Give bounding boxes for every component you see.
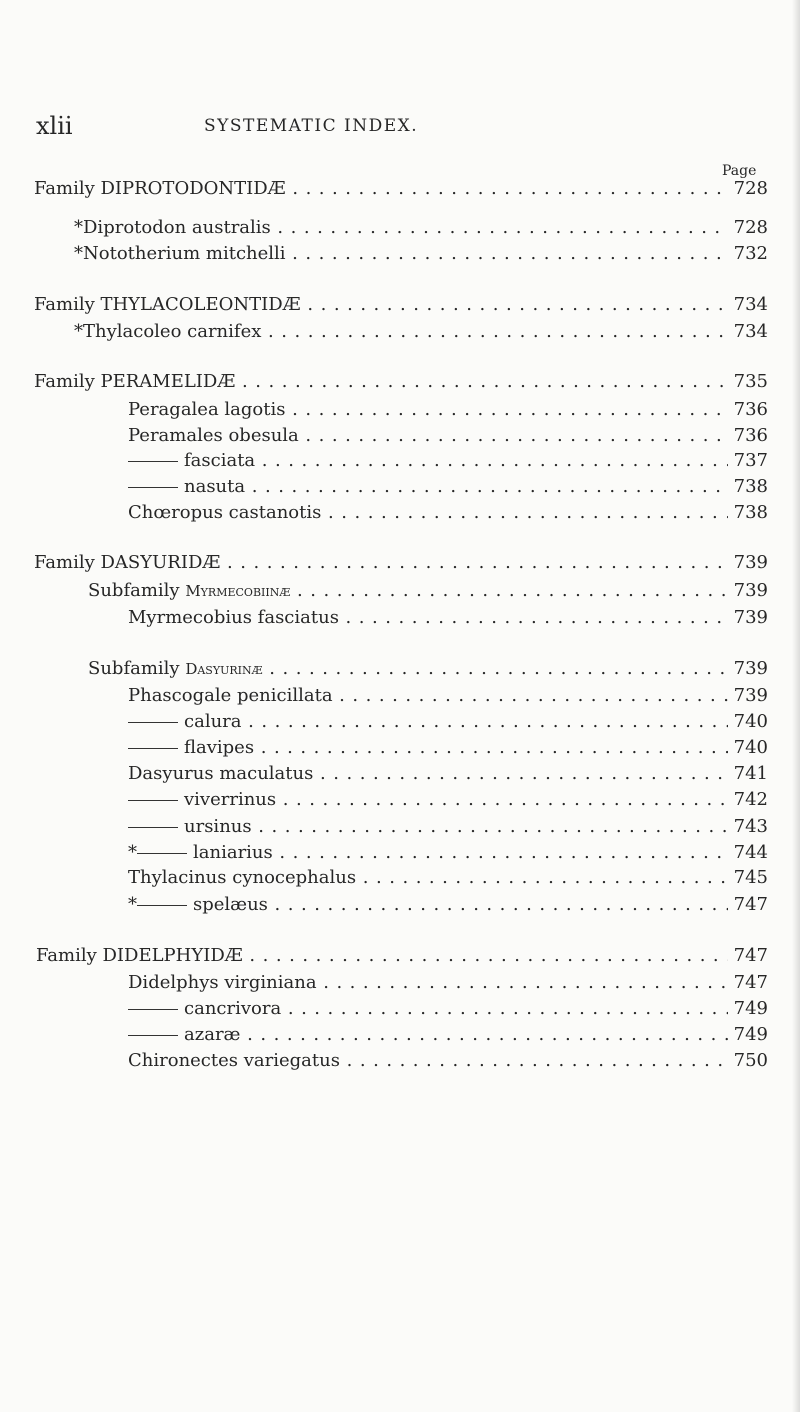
index-entry-page: 742 [733, 789, 768, 810]
index-entry-label: viverrinus [184, 789, 277, 810]
index-entry [128, 841, 768, 865]
index-entry [128, 475, 768, 499]
index-entry-label: Family THYLACOLEONTIDÆ [34, 294, 301, 315]
index-entry-page: 736 [733, 425, 768, 446]
index-entry-label: Family DIDELPHYIDÆ [36, 945, 243, 966]
index-entry-label: Peragalea lagotis [128, 399, 286, 420]
extinct-marker: * [74, 217, 83, 238]
index-entry-page: 739 [733, 658, 768, 679]
index-entry-label: laniarius [193, 842, 273, 863]
index-entry [34, 177, 768, 201]
ditto-dash [128, 461, 178, 462]
index-entry-text [74, 320, 728, 344]
index-entry [34, 293, 768, 317]
index-entry-page: 749 [733, 1024, 768, 1045]
index-entry [74, 320, 768, 344]
index-entry [34, 370, 768, 394]
page-number: xlii [36, 112, 73, 140]
index-entry-label: calura [184, 711, 242, 732]
index-entry-label: Nototherium mitchelli [83, 243, 286, 264]
index-entry-label: Thylacoleo carnifex [83, 321, 262, 342]
index-entry-page: 739 [733, 552, 768, 573]
index-entry-label: flavipes [184, 737, 255, 758]
index-entry-page: 738 [733, 476, 768, 497]
extinct-marker: * [74, 321, 83, 342]
index-entry-text [34, 551, 728, 575]
index-entry-page: 732 [733, 243, 768, 264]
index-entry-text [34, 293, 728, 317]
index-entry [36, 944, 768, 968]
index-entry-text [128, 893, 728, 917]
ditto-dash [128, 1009, 178, 1010]
index-entry [128, 815, 768, 839]
index-entry-page: 749 [733, 998, 768, 1019]
index-entry-text [128, 1049, 728, 1073]
index-entry-page: 747 [733, 945, 768, 966]
index-entry-text [128, 997, 728, 1021]
page-column-label: Page [722, 163, 757, 179]
extinct-marker: * [128, 894, 137, 915]
index-entry [128, 501, 768, 525]
index-entry [74, 216, 768, 240]
index-entry-label: Chironectes variegatus [128, 1050, 340, 1071]
index-entry-label: Thylacinus cynocephalus [128, 867, 357, 888]
running-title: SYSTEMATIC INDEX. [204, 116, 419, 136]
index-entry-text [128, 815, 728, 839]
index-entry [128, 893, 768, 917]
index-entry [128, 684, 768, 708]
index-entry-label: Family PERAMELIDÆ [34, 371, 236, 392]
index-entry-text [128, 762, 728, 786]
index-entry-page: 747 [733, 972, 768, 993]
index-entry [88, 657, 768, 681]
index-entry-text [128, 841, 728, 865]
index-entry-label: ursinus [184, 816, 252, 837]
index-entry-label: Phascogale penicillata [128, 685, 333, 706]
index-entry-text [36, 944, 728, 968]
ditto-dash [128, 748, 178, 749]
index-entry-text [74, 216, 728, 240]
index-entry-text [128, 398, 728, 422]
index-entry-label: Family DIPROTODONTIDÆ [34, 178, 286, 199]
index-entry-page: 736 [733, 399, 768, 420]
index-entry-text [128, 424, 728, 448]
index-entry [128, 866, 768, 890]
index-entry-page: 734 [733, 321, 768, 342]
index-entry-page: 735 [733, 371, 768, 392]
index-entry-label: Subfamily Dasyurinæ [88, 658, 263, 679]
index-entry-page: 728 [733, 217, 768, 238]
index-entry [128, 971, 768, 995]
index-entry-text [128, 606, 728, 630]
ditto-dash [137, 853, 187, 854]
index-entry [128, 449, 768, 473]
index-entry-page: 745 [733, 867, 768, 888]
ditto-dash [128, 800, 178, 801]
index-entry-page: 738 [733, 502, 768, 523]
index-entry-label: cancrivora [184, 998, 282, 1019]
index-entry-label: Myrmecobius fasciatus [128, 607, 339, 628]
index-entry [128, 1023, 768, 1047]
index-entry-label: Didelphys virginiana [128, 972, 317, 993]
index-entry [128, 398, 768, 422]
index-entry-text [88, 579, 728, 603]
index-entry-page: 740 [733, 737, 768, 758]
extinct-marker: * [74, 243, 83, 264]
index-entry-label: Dasyurus maculatus [128, 763, 314, 784]
index-entry [128, 736, 768, 760]
index-entry-page: 740 [733, 711, 768, 732]
index-entry-page: 728 [733, 178, 768, 199]
index-entry-label: Peramales obesula [128, 425, 299, 446]
index-entry-text [128, 736, 728, 760]
index-entry-text [128, 684, 728, 708]
index-entry-text [128, 788, 728, 812]
index-entry-page: 744 [733, 842, 768, 863]
index-entry-page: 743 [733, 816, 768, 837]
index-entry-page: 737 [733, 450, 768, 471]
index-entry-page: 739 [733, 685, 768, 706]
index-entry-label: Chœropus castanotis [128, 502, 322, 523]
index-entry-text [128, 449, 728, 473]
index-entry [74, 242, 768, 266]
ditto-dash [128, 827, 178, 828]
index-entry-text [128, 971, 728, 995]
index-entry-page: 734 [733, 294, 768, 315]
index-entry [128, 606, 768, 630]
ditto-dash [137, 905, 187, 906]
index-entry [88, 579, 768, 603]
index-entry-label: Subfamily Myrmecobiinæ [88, 580, 291, 601]
ditto-dash [128, 487, 178, 488]
index-entry [128, 710, 768, 734]
index-entry-text [128, 866, 728, 890]
index-entry [128, 1049, 768, 1073]
index-entry-text [128, 501, 728, 525]
index-entry-text [74, 242, 728, 266]
ditto-dash [128, 1035, 178, 1036]
index-entry-text [34, 177, 728, 201]
index-entry-text [88, 657, 728, 681]
index-entry-label: Family DASYURIDÆ [34, 552, 221, 573]
index-entry-page: 747 [733, 894, 768, 915]
index-entry [128, 788, 768, 812]
index-entry-page: 739 [733, 607, 768, 628]
index-entry-page: 750 [733, 1050, 768, 1071]
index-entry-label: azaræ [184, 1024, 241, 1045]
index-entry-text [128, 1023, 728, 1047]
index-entry-label: nasuta [184, 476, 246, 497]
index-entry-text [128, 710, 728, 734]
index-entry-label: spelæus [193, 894, 268, 915]
index-entry-label: fasciata [184, 450, 256, 471]
index-entry [128, 762, 768, 786]
index-entry-page: 741 [733, 763, 768, 784]
index-entry [34, 551, 768, 575]
index-entry-text [128, 475, 728, 499]
index-entry-text [34, 370, 728, 394]
index-entry [128, 424, 768, 448]
ditto-dash [128, 722, 178, 723]
page-edge-shadow [792, 0, 800, 1412]
index-entry-page: 739 [733, 580, 768, 601]
extinct-marker: * [128, 842, 137, 863]
index-entry-label: Diprotodon australis [83, 217, 271, 238]
index-entry [128, 997, 768, 1021]
